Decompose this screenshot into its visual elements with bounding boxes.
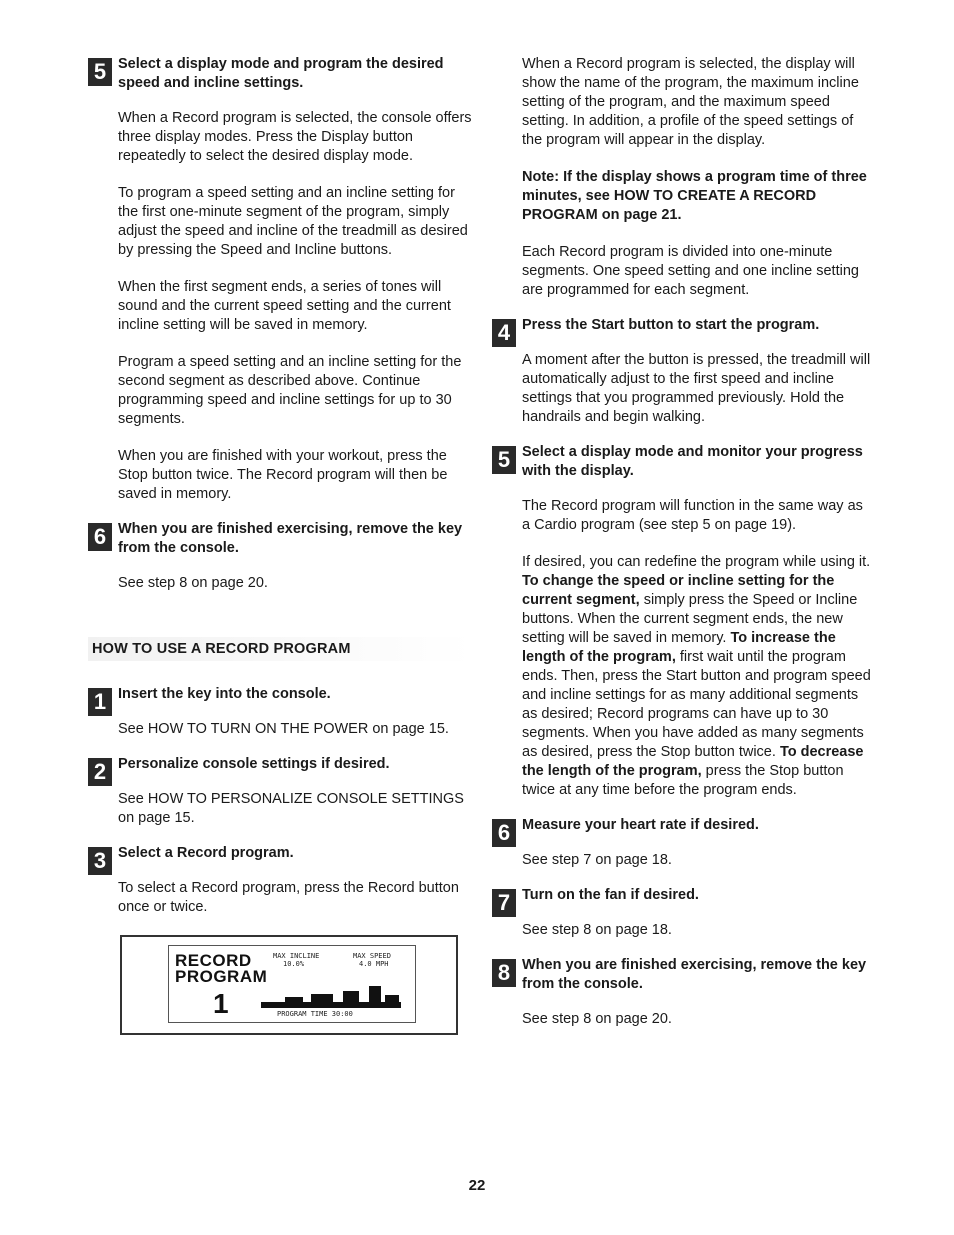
bold-run: To increase the length of the program, xyxy=(522,630,836,665)
lcd-max-speed-value: 4.0 MPH xyxy=(359,960,389,968)
lcd-max-speed-label: MAX SPEED xyxy=(353,952,391,960)
step-heading: When you are finished exercising, remove the key from the console. xyxy=(118,521,463,556)
step-6-remove-key xyxy=(88,520,473,593)
step-heading: Measure your heart rate if desired. xyxy=(522,817,759,833)
step-number-badge: 7 xyxy=(492,889,516,917)
paragraph: When a Record program is selected, the display will show the name of the program, the maximum incline setting of the program, and the maximum speed setting. In addition, a profile of the speed settings of the program will appear in the display. xyxy=(522,56,859,148)
left-column xyxy=(88,55,473,1035)
lcd-max-incline-value: 10.0% xyxy=(283,960,305,968)
paragraph: See step 8 on page 20. xyxy=(118,575,268,591)
paragraph: See step 8 on page 18. xyxy=(522,922,672,938)
bold-run: To decrease the length of the program, xyxy=(522,744,864,779)
step-number-badge: 2 xyxy=(88,758,112,786)
text-run: press the Stop button twice at any time before the program ends. xyxy=(522,763,844,798)
step-number-badge: 6 xyxy=(492,819,516,847)
paragraph: Each Record program is divided into one-minute segments. One speed setting and one incline setting are programmed for each segment. xyxy=(522,244,859,298)
record-step-2 xyxy=(88,755,473,828)
step-heading: When you are finished exercising, remove the key from the console. xyxy=(522,957,867,992)
lcd-program-name-line2: PROGRAM xyxy=(175,967,268,986)
paragraph: To select a Record program, press the Record button once or twice. xyxy=(118,880,459,915)
bold-run: To change the speed or incline setting for the current segment, xyxy=(522,573,835,608)
step-number-badge: 6 xyxy=(88,523,112,551)
record-step-8 xyxy=(492,956,872,1029)
paragraph: A moment after the button is pressed, the treadmill will automatically adjust to the first speed and incline settings that you programmed previously. Hold the handrails and begin walking. xyxy=(522,352,871,425)
step-heading: Insert the key into the console. xyxy=(118,686,331,702)
paragraph: See step 8 on page 20. xyxy=(522,1011,672,1027)
step-number-badge: 4 xyxy=(492,319,516,347)
text-run: If desired, you can redefine the program while using it. xyxy=(522,554,871,570)
page-number: 22 xyxy=(468,1177,486,1194)
profile-bar xyxy=(385,995,399,1008)
profile-bar xyxy=(311,994,333,1008)
lcd-screen xyxy=(168,945,416,1023)
speed-profile-bars xyxy=(261,980,401,1008)
profile-bar xyxy=(343,991,359,1008)
lcd-max-incline-label: MAX INCLINE xyxy=(273,952,320,960)
right-column xyxy=(492,55,872,1045)
step-heading: Turn on the fan if desired. xyxy=(522,887,699,903)
paragraph: Program a speed setting and an incline setting for the second segment as described above. Continue programming speed and incline settings for up to 30 segments. xyxy=(118,354,462,427)
step-heading: Select a display mode and program the desired speed and incline settings. xyxy=(118,56,444,91)
paragraph: When you are finished with your workout, press the Stop button twice. The Record program will then be saved in memory. xyxy=(118,448,448,502)
record-program-intro xyxy=(492,55,872,300)
record-step-1 xyxy=(88,685,473,739)
paragraph xyxy=(522,553,872,800)
record-step-3 xyxy=(88,844,473,917)
paragraph: When a Record program is selected, the console offers three display modes. Press the Display button repeatedly to select the desired display mode. xyxy=(118,110,472,164)
record-step-4 xyxy=(492,316,872,427)
record-step-7 xyxy=(492,886,872,940)
profile-bar xyxy=(369,986,381,1008)
paragraph: When the first segment ends, a series of tones will sound and the current speed setting and the current incline setting will be saved in memory. xyxy=(118,279,451,333)
step-number-badge: 1 xyxy=(88,688,112,716)
paragraph: The Record program will function in the same way as a Cardio program (see step 5 on page 19). xyxy=(522,498,863,533)
step-5-program-settings xyxy=(88,55,473,504)
step-heading: Select a display mode and monitor your progress with the display. xyxy=(522,444,863,479)
step-number-badge: 8 xyxy=(492,959,516,987)
step-heading: Press the Start button to start the program. xyxy=(522,317,820,333)
record-step-6 xyxy=(492,816,872,870)
lcd-program-time: PROGRAM TIME 30:00 xyxy=(277,1010,353,1018)
profile-bar xyxy=(285,997,303,1008)
step-number-badge: 5 xyxy=(492,446,516,474)
step-heading: Select a Record program. xyxy=(118,845,294,861)
paragraph: To program a speed setting and an incline setting for the first one-minute segment of the program, simply adjust the speed and incline of the treadmill as desired by pressing the Speed and Incline buttons. xyxy=(118,185,468,258)
lcd-program-number: 1 xyxy=(213,988,229,1019)
paragraph: See step 7 on page 18. xyxy=(522,852,672,868)
console-display-figure xyxy=(120,935,458,1035)
paragraph: See HOW TO TURN ON THE POWER on page 15. xyxy=(118,721,449,737)
lcd-program-name-line1: RECORD xyxy=(175,951,252,970)
record-step-5 xyxy=(492,443,872,800)
step-number-badge: 5 xyxy=(88,58,112,86)
step-heading: Personalize console settings if desired. xyxy=(118,756,390,772)
step-number-badge: 3 xyxy=(88,847,112,875)
note: Note: If the display shows a program time of three minutes, see HOW TO CREATE A RECORD PROGRAM on page 21. xyxy=(522,169,867,223)
paragraph: See HOW TO PERSONALIZE CONSOLE SETTINGS on page 15. xyxy=(118,791,464,826)
section-title: HOW TO USE A RECORD PROGRAM xyxy=(88,637,473,661)
text-run: simply press the Speed or Incline buttons. When the current segment ends, the new setting will be saved in memory. xyxy=(522,592,858,646)
text-run: first wait until the program ends. Then, press the Start button and program speed and incline settings for as many additional segments as desired; Record programs can have up to 30 segments. When you have added as many segments as desired, press the Stop button twice. xyxy=(522,649,871,760)
